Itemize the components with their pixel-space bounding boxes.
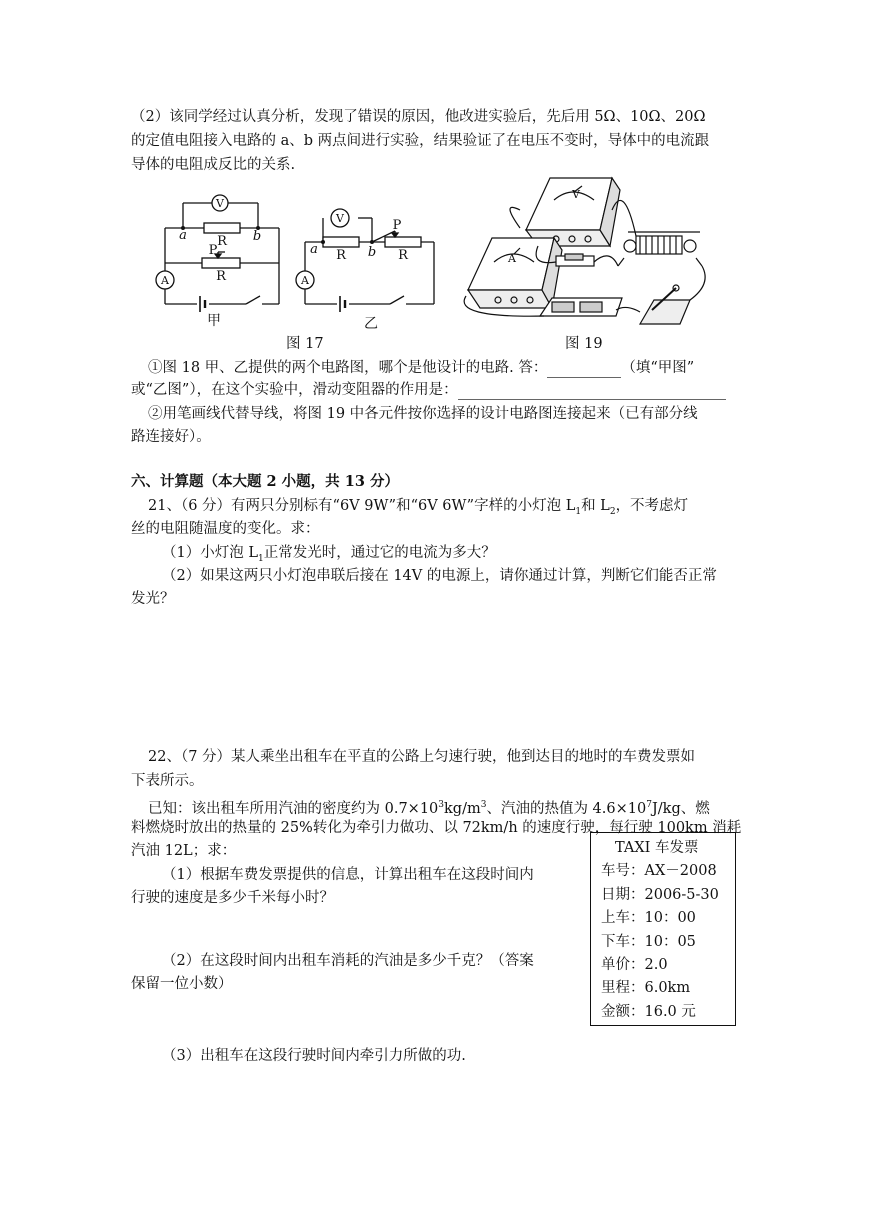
slider-label-right: P (392, 218, 402, 233)
answer-blank-circuit[interactable] (547, 361, 621, 378)
figure-17-caption: 图 17 (286, 336, 324, 352)
receipt-row: 车号：AX－2008 (601, 863, 717, 880)
p21-line-1: 21、（6 分）有两只分别标有“6V 9W”和“6V 6W”字样的小灯泡 $L_1$和 $L_2$，不考虑灯 (148, 498, 689, 517)
receipt-row: 单价：2.0 (601, 957, 668, 974)
receipt-row: 下车：10：05 (601, 933, 696, 950)
receipt-title: TAXI 车发票 (615, 840, 699, 856)
p22-line-3: 已知：该出租车所用汽油的密度约为 $0.7\times 10^3kg/m^3$、汽油的热值为 $4.6\times 10^7J/kg$、燃 (148, 800, 710, 817)
q1-prompt: ①图 18 甲、乙提供的两个电路图，哪个是他设计的电路. 答： (148, 360, 548, 376)
p21-subq-2-line-2: 发光？ (131, 591, 175, 607)
q2-line-2: 路连接好）。 (131, 429, 211, 445)
p22-line-4: 料燃烧时放出的热量的 25%转化为牵引力做功、以 72km/h 的速度行驶，每行驶 100km 消耗 (131, 820, 742, 836)
q1-line-1 (148, 358, 694, 378)
circuit-name-jia: 甲 (207, 313, 221, 329)
p21-subq-2-line-1: （2）如果这两只小灯泡串联后接在 14V 的电源上，请你通过计算，判断它们能否正常 (162, 568, 717, 584)
taxi-receipt (590, 832, 736, 1026)
p21-subq-1: （1）小灯泡 $L_1$正常发光时，通过它的电流为多大？ (162, 545, 496, 564)
intro-line-1: （2）该同学经过认真分析，发现了错误的原因，他改进实验后，先后用 5Ω、10Ω、20Ω (131, 109, 706, 125)
point-b-left: b (252, 229, 262, 244)
p22-line-2: 下表所示。 (131, 773, 204, 789)
intro-line-2: 的定值电阻接入电路的 a、b 两点间进行实验，结果验证了在电压不变时，导体中的电流跟 (131, 133, 710, 149)
ammeter-label-right: A (301, 274, 309, 287)
voltmeter-label-right: V (336, 212, 344, 225)
p22-line-5: 汽油 12L；求： (131, 843, 237, 859)
point-b-right: b (367, 245, 377, 260)
p22-subq-2-line-2: 保留一位小数） (131, 976, 233, 992)
answer-blank-rheostat[interactable] (458, 383, 726, 400)
p21-line-2: 丝的电阻随温度的变化。求： (131, 521, 320, 537)
fig19-voltmeter-label: V (572, 188, 580, 201)
p22-subq-2-line-1: （2）在这段时间内出租车消耗的汽油是多少千克？（答案 (162, 953, 534, 969)
circuit-name-yi: 乙 (364, 316, 378, 332)
q1-line-2 (131, 380, 726, 400)
resistor-label-top: R (217, 234, 227, 249)
receipt-row: 日期：2006-5-30 (601, 886, 719, 903)
point-a-left: a (179, 228, 187, 243)
section-title: 六、计算题（本大题 2 小题，共 13 分） (131, 473, 399, 490)
ammeter-label-left: A (161, 274, 169, 287)
q2-line-1: ②用笔画线代替导线，将图 19 中各元件按你选择的设计电路图连接起来（已有部分线 (148, 406, 698, 422)
figure-19-caption: 图 19 (565, 336, 603, 352)
p22-subq-1-line-1: （1）根据车费发票提供的信息，计算出租车在这段时间内 (162, 867, 534, 883)
resistor-label-right: R (398, 248, 408, 263)
receipt-row: 里程：6.0km (601, 980, 691, 997)
fig19-ammeter-label: A (508, 252, 516, 265)
intro-line-3: 导体的电阻成反比的关系. (131, 157, 296, 173)
p22-line-1: 22、（7 分）某人乘坐出租车在平直的公路上匀速行驶，他到达目的地时的车费发票如 (148, 749, 696, 765)
receipt-row: 金额：16.0 元 (601, 1003, 696, 1020)
resistor-label-bottom: R (216, 269, 226, 284)
receipt-row: 上车：10：00 (601, 910, 696, 927)
voltmeter-label-left: V (216, 197, 224, 210)
p22-subq-3: （3）出租车在这段行驶时间内牵引力所做的功. (162, 1048, 466, 1064)
slider-label-left: P (208, 243, 218, 258)
resistor-label-left: R (336, 248, 346, 263)
q1-question-rheostat: 或“乙图”），在这个实验中，滑动变阻器的作用是： (131, 382, 458, 398)
q1-hint: （填“甲图” (621, 360, 695, 376)
point-a-right: a (310, 242, 318, 257)
p22-subq-1-line-2: 行驶的速度是多少千米每小时？ (131, 890, 334, 906)
